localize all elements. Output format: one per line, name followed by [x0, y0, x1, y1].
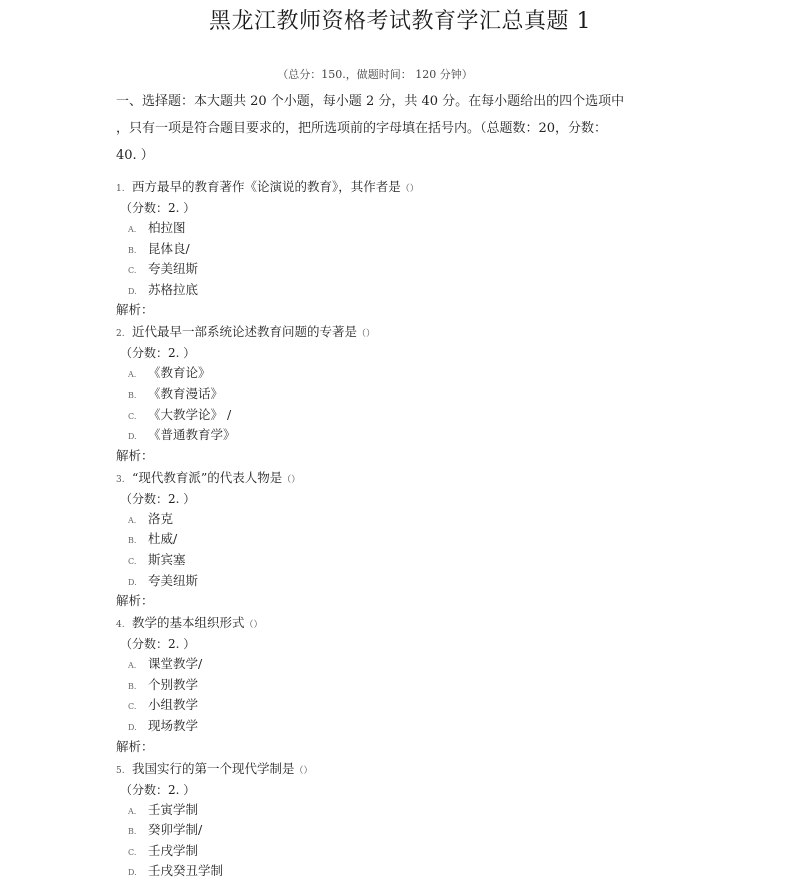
option-letter: A.: [128, 806, 137, 816]
question-stem: [116, 466, 716, 489]
option-letter: A.: [128, 225, 137, 234]
option-text: 《教育漫话》: [148, 385, 224, 401]
question-list: [116, 175, 716, 882]
option-text: 洛克: [148, 510, 174, 526]
option-letter: C.: [128, 847, 137, 857]
option-c: [116, 259, 716, 280]
option-d: [116, 571, 716, 592]
option-a: [116, 509, 716, 530]
option-d: [116, 425, 716, 446]
question-text: “现代教育派”的代表人物是: [132, 469, 283, 485]
option-b: [116, 675, 716, 696]
option-text: 个别教学: [148, 676, 199, 692]
option-b: [116, 529, 716, 550]
intro-line: 40. ）: [116, 148, 154, 163]
section-intro: [116, 88, 676, 169]
option-a: [116, 800, 716, 821]
option-text: 小组教学: [148, 697, 199, 713]
option-c: [116, 550, 716, 571]
option-letter: B.: [128, 536, 137, 546]
question-analysis: 解析：: [116, 302, 154, 318]
question-score: （分数：2. ）: [120, 491, 196, 506]
option-letter: B.: [128, 245, 137, 255]
option-c: [116, 405, 716, 426]
option-letter: D.: [128, 868, 137, 878]
option-b: [116, 239, 716, 260]
option-text: 癸卯学制/: [148, 822, 203, 838]
option-text: 夸美纽斯: [148, 261, 199, 277]
option-b: [116, 384, 716, 405]
answer-blank: （）: [400, 184, 419, 194]
option-letter: A.: [128, 370, 137, 380]
option-text: 《普通教育学》: [148, 427, 236, 443]
answer-blank: （）: [244, 620, 263, 631]
option-letter: D.: [128, 577, 137, 587]
option-letter: D.: [128, 286, 137, 296]
option-letter: C.: [128, 556, 137, 566]
document-title: 黑龙江教师资格考试教育学汇总真题 1: [209, 9, 591, 34]
option-letter: C.: [128, 702, 137, 712]
question-score: （分数：2. ）: [120, 201, 196, 215]
option-letter: D.: [128, 432, 137, 442]
exam-meta: （总分：150.，做题时间： 120 分钟）: [277, 68, 473, 81]
option-letter: A.: [128, 515, 137, 525]
question-text: 近代最早一部系统论述教育问题的专著是: [132, 324, 358, 340]
question-number: 1.: [116, 184, 125, 194]
question-text: 我国实行的第一个现代学制是: [132, 760, 295, 776]
option-d: [116, 716, 716, 737]
question-text: 西方最早的教育著作《论演说的教育》，其作者是: [132, 179, 401, 194]
question-stem: [116, 175, 716, 198]
question-score: （分数：2. ）: [120, 782, 196, 797]
option-b: [116, 820, 716, 841]
question-2: [116, 320, 716, 465]
answer-blank: （）: [282, 474, 301, 485]
question-1: [116, 175, 716, 320]
option-text: 现场教学: [148, 717, 199, 733]
option-letter: B.: [128, 681, 137, 691]
option-text: 壬戌学制: [148, 842, 199, 858]
question-analysis: 解析：: [116, 447, 154, 463]
option-a: [116, 363, 716, 384]
option-letter: C.: [128, 266, 137, 276]
answer-blank: （）: [294, 765, 313, 776]
question-stem: [116, 611, 716, 634]
question-score: （分数：2. ）: [120, 346, 196, 361]
option-text: 昆体良/: [148, 240, 190, 256]
option-letter: D.: [128, 722, 137, 732]
option-text: 柏拉图: [148, 220, 186, 235]
option-letter: B.: [128, 390, 137, 400]
option-text: 壬戌癸丑学制: [148, 863, 224, 879]
option-letter: C.: [128, 411, 137, 421]
question-analysis: 解析：: [116, 593, 154, 609]
intro-line: 一、选择题：本大题共 20 个小题，每小题 2 分，共 40 分。在每小题给出的四个选项中: [116, 94, 625, 109]
question-stem: [116, 320, 716, 343]
option-text: 《大教学论》 /: [148, 406, 232, 422]
question-number: 2.: [116, 329, 125, 340]
option-a: [116, 654, 716, 675]
option-letter: A.: [128, 661, 137, 671]
option-text: 壬寅学制: [148, 801, 199, 817]
question-number: 5.: [116, 765, 125, 776]
option-text: 斯宾塞: [148, 551, 186, 567]
option-text: 夸美纽斯: [148, 572, 199, 588]
question-score: （分数：2. ）: [120, 637, 196, 652]
option-text: 《教育论》: [148, 365, 211, 381]
option-text: 课堂教学/: [148, 656, 203, 672]
option-text: 苏格拉底: [148, 281, 199, 297]
option-a: [116, 218, 716, 239]
question-number: 3.: [116, 474, 125, 485]
question-5: [116, 757, 716, 882]
question-3: [116, 466, 716, 611]
question-number: 4.: [116, 620, 125, 631]
question-text: 教学的基本组织形式: [132, 615, 245, 631]
question-4: [116, 611, 716, 756]
option-c: [116, 695, 716, 716]
option-d: [116, 280, 716, 301]
option-letter: B.: [128, 827, 137, 837]
answer-blank: （）: [357, 329, 376, 340]
option-d: [116, 861, 716, 882]
question-stem: [116, 757, 716, 780]
question-analysis: 解析：: [116, 738, 154, 754]
intro-line: ，只有一项是符合题目要求的，把所选项前的字母填在括号内。（总题数：20，分数：: [116, 121, 608, 136]
option-c: [116, 841, 716, 862]
option-text: 杜威/: [148, 531, 178, 547]
